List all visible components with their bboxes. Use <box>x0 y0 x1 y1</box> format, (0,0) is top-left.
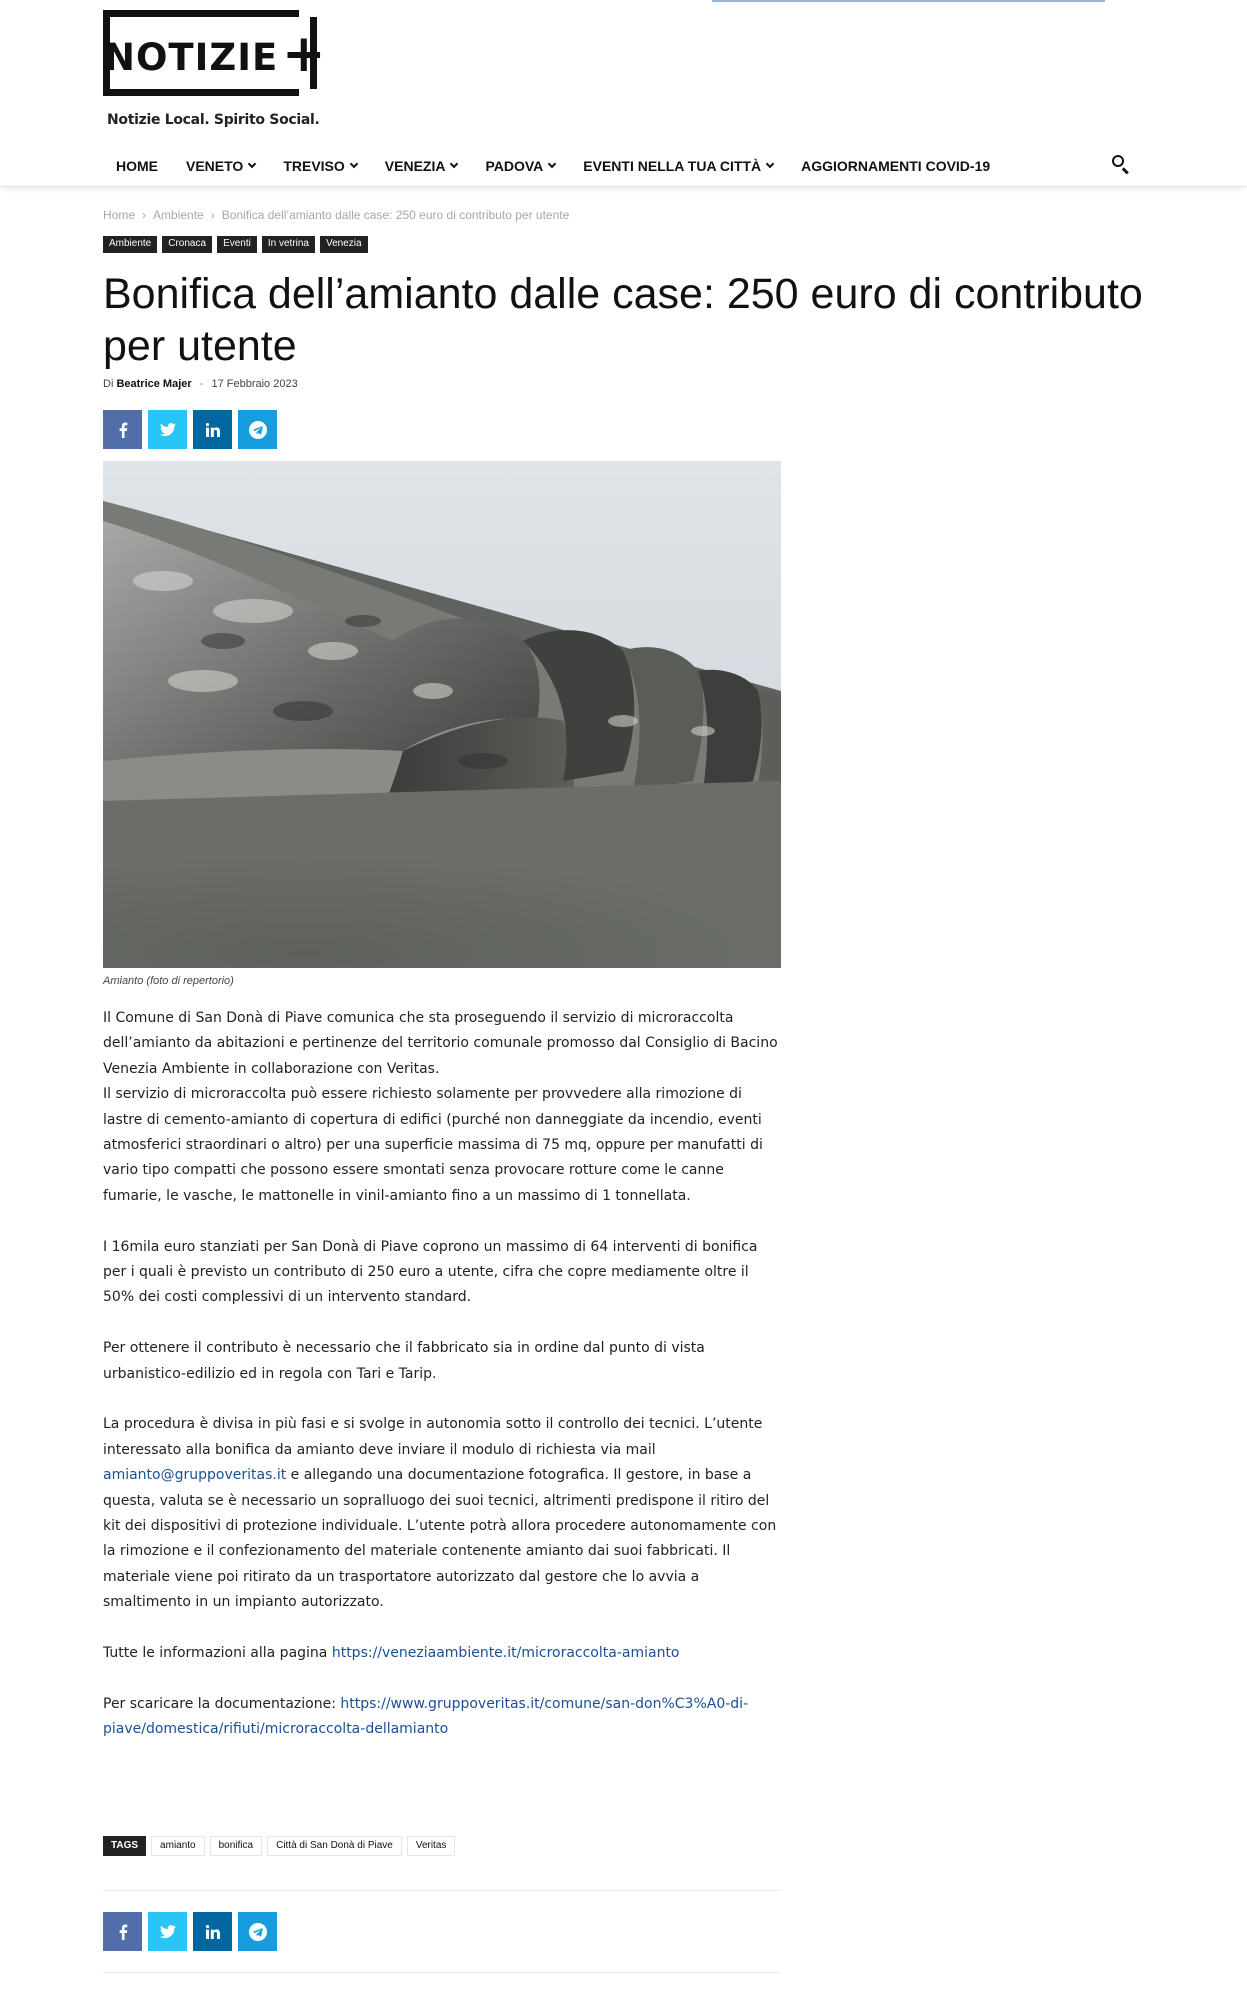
paragraph: Il servizio di microraccolta può essere richiesto solamente per provvedere alla rimozione di lastre di cemento-amianto di copertura di edifici (purché non danneggiate da incendio, eventi atmosferici straordinari o altro) per una superficie massima di 75 mq, oppure per manufatti di vario tipo compatti che possono essere smontati senza provocare rotture come le canne fumarie, le vasche, le mattonelle in vinil-amianto fino a un massimo di 1 tonnellata. <box>103 1086 763 1204</box>
divider <box>103 1972 781 1973</box>
linkedin-icon[interactable] <box>193 1912 232 1951</box>
documentation-link[interactable]: https://www.gruppoveritas.it/comune/san-don%C3%A0-di-piave/domestica/rifiuti/microraccolta-dellamianto <box>103 1695 749 1738</box>
breadcrumb-home[interactable]: Home <box>103 208 136 222</box>
tag[interactable]: amianto <box>151 1836 205 1856</box>
chevron-down-icon <box>350 160 358 168</box>
top-strip <box>712 0 1105 2</box>
site-tagline: Notizie Local. Spirito Social. <box>107 112 320 128</box>
asbestos-roof-illustration <box>103 461 781 968</box>
category-badge[interactable]: Venezia <box>320 236 368 253</box>
byline: Di Beatrice Majer - 17 Febbraio 2023 <box>103 378 298 390</box>
linkedin-icon[interactable] <box>193 410 232 449</box>
breadcrumb-current: Bonifica dell’amianto dalle case: 250 euro di contributo per utente <box>221 208 570 222</box>
paragraph: Il Comune di San Donà di Piave comunica che sta proseguendo il servizio di microraccolta dell’amianto da abitazioni e pertinenze del territorio comunale promosso dal Consiglio di Bacino Venezia Ambiente in collaborazione con Veritas. <box>103 1010 778 1077</box>
category-badge[interactable]: Ambiente <box>103 236 157 253</box>
paragraph: Tutte le informazioni alla pagina https://veneziaambiente.it/microraccolta-amianto <box>103 1645 680 1662</box>
logo-plus-icon[interactable]: + <box>282 24 326 84</box>
category-badges <box>103 236 368 253</box>
email-link[interactable]: amianto@gruppoveritas.it <box>103 1467 287 1484</box>
paragraph: Per scaricare la documentazione: https://www.gruppoveritas.it/comune/san-don%C3%A0-di-piave/domestica/rifiuti/microraccolta-dellamianto <box>103 1695 749 1738</box>
nav-covid[interactable]: AGGIORNAMENTI COVID-19 <box>801 158 991 174</box>
chevron-down-icon <box>548 160 556 168</box>
telegram-icon[interactable] <box>238 1912 277 1951</box>
category-badge[interactable]: In vetrina <box>262 236 315 253</box>
article-body <box>103 1006 783 1768</box>
divider <box>103 1890 781 1891</box>
author-name[interactable]: Beatrice Majer <box>116 378 192 390</box>
nav-veneto[interactable]: VENETO <box>172 158 269 174</box>
article-title: Bonifica dell’amianto dalle case: 250 euro di contributo per utente <box>103 270 1143 370</box>
nav-venezia[interactable]: VENEZIA <box>371 158 472 174</box>
nav-home[interactable]: HOME <box>116 158 158 174</box>
paragraph: Per ottenere il contributo è necessario che il fabbricato sia in ordine dal punto di vista urbanistico-edilizio ed in regola con Tari e Tarip. <box>103 1340 705 1382</box>
nav-treviso[interactable]: TREVISO <box>269 158 370 174</box>
nav-padova[interactable]: PADOVA <box>471 158 569 174</box>
logo-text[interactable]: NOTIZIE <box>104 36 279 79</box>
main-navigation <box>0 145 1247 187</box>
chevron-down-icon <box>248 160 256 168</box>
nav-eventi[interactable]: EVENTI NELLA TUA CITTÀ <box>569 158 787 174</box>
article-hero-image <box>103 461 781 968</box>
paragraph: I 16mila euro stanziati per San Donà di Piave coprono un massimo di 64 interventi di bonifica per i quali è previsto un contributo di 250 euro a utente, cifra che copre mediamente oltre il 50% dei costi complessivi di un intervento standard. <box>103 1238 758 1306</box>
paragraph: La procedura è divisa in più fasi e si svolge in autonomia sotto il controllo dei tecnici. L’utente interessato alla bonifica da amianto deve inviare il modulo di richiesta via mail amianto@gruppoveritas.it e allegando una documentazione fotografica. Il gestore, in base a questa, valuta se è necessario un sopralluogo dei suoi tecnici, altrimenti predispone il ritiro del kit dei dispositivi di protezione individuale. L’utente potrà allora procedere autonomamente con la rimozione e il confezionamento del materiale contenente amianto dai suoi fabbricati. Il materiale viene poi ritirato da un trasportatore autorizzato dal gestore che lo avvia a smaltimento in un impianto autorizzato. <box>103 1416 777 1611</box>
image-caption: Amianto (foto di repertorio) <box>103 975 234 987</box>
tag[interactable]: Veritas <box>407 1836 456 1856</box>
twitter-icon[interactable] <box>148 410 187 449</box>
chevron-down-icon <box>450 160 458 168</box>
tag[interactable]: Città di San Donà di Piave <box>267 1836 402 1856</box>
search-icon[interactable] <box>1110 153 1132 175</box>
tags-label: TAGS <box>103 1836 146 1856</box>
share-buttons-bottom <box>103 1912 277 1951</box>
twitter-icon[interactable] <box>148 1912 187 1951</box>
info-page-link[interactable]: https://veneziaambiente.it/microraccolta-amianto <box>331 1645 680 1662</box>
share-buttons-top <box>103 410 277 449</box>
publish-date: 17 Febbraio 2023 <box>211 378 298 390</box>
facebook-icon[interactable] <box>103 410 142 449</box>
category-badge[interactable]: Eventi <box>217 236 257 253</box>
breadcrumb-ambiente[interactable]: Ambiente <box>153 208 204 222</box>
tags-row <box>103 1836 455 1856</box>
tag[interactable]: bonifica <box>210 1836 262 1856</box>
telegram-icon[interactable] <box>238 410 277 449</box>
chevron-down-icon <box>766 160 774 168</box>
category-badge[interactable]: Cronaca <box>162 236 212 253</box>
facebook-icon[interactable] <box>103 1912 142 1951</box>
breadcrumb: Home › Ambiente › Bonifica dell’amianto dalle case: 250 euro di contributo per utente <box>103 208 570 222</box>
